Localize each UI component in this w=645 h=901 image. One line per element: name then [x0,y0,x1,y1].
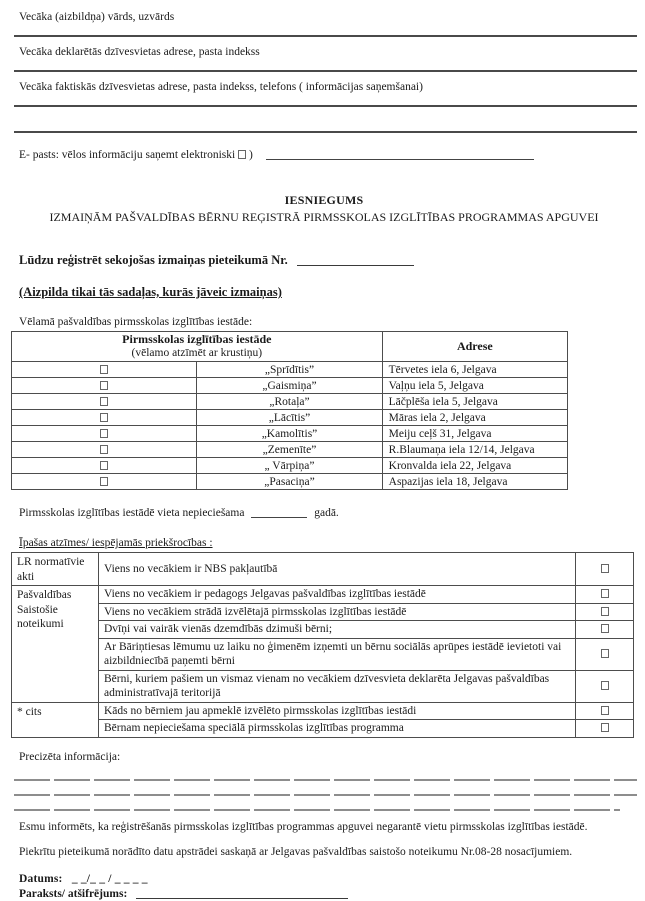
institutions-intro: Vēlamā pašvaldības pirmsskolas izglītības iestāde: [19,316,253,328]
checkbox-icon[interactable] [601,589,609,598]
date-label: Datums: [19,872,63,885]
institution-checkbox-cell [12,458,197,474]
checkbox-icon[interactable] [601,723,609,732]
institution-address: Aspazijas iela 18, Jelgava [382,474,567,490]
priority-text: Dvīņi vai vairāk vienās dzemdībās dzimuši bērni; [99,621,576,639]
institutions-col1-header [12,332,383,362]
institution-row [12,474,568,490]
checkbox-icon[interactable] [100,365,108,374]
clarified-info-blank-2[interactable] [14,794,637,796]
institution-row [12,426,568,442]
date-blank[interactable]: _ _/_ _ / _ _ _ _ [71,872,148,885]
institution-row [12,394,568,410]
institution-address: Māras iela 2, Jelgava [382,410,567,426]
no-guarantee-statement: Esmu informēts, ka reģistrēšanās pirmsskolas izglītības programmas apguvei negarantē vietu pirmsskolas izglītības iestādē. [19,820,588,833]
institution-checkbox-cell [12,378,197,394]
checkbox-icon[interactable] [100,477,108,486]
checkbox-icon[interactable] [100,445,108,454]
document-subtitle: IZMAIŅĀM PAŠVALDĪBAS BĒRNU REĢISTRĀ PIRMSSKOLAS IZGLĪTĪBAS PROGRAMMAS APGUVEI [49,210,599,224]
checkbox-icon[interactable] [100,461,108,470]
checkbox-icon[interactable] [100,381,108,390]
institution-address: Kronvalda iela 22, Jelgava [382,458,567,474]
institution-address: R.Blaumaņa iela 12/14, Jelgava [382,442,567,458]
institution-row [12,442,568,458]
checkbox-icon[interactable] [100,397,108,406]
priority-row [12,553,634,586]
signature-line [19,887,637,901]
institutions-table [11,331,568,490]
institution-row [12,458,568,474]
priority-checkbox-cell [576,553,634,586]
priority-group-label: * cits [12,702,99,737]
checkbox-icon[interactable] [601,649,609,658]
priority-row [12,603,634,621]
priority-text: Ar Bāriņtiesas lēmumu uz laiku no ģimenēm izņemti un bērnu sociālās aprūpes iestādē ievietoti vai aizbildniecībā paņemti bērni [99,638,576,670]
priority-text: Bērni, kuriem pašiem un vismaz vienam no vecākiem dzīvesvieta deklarēta Jelgavas pašvaldības administratīvajā teritorijā [99,670,576,702]
checkbox-icon[interactable] [100,413,108,422]
priority-row [12,670,634,702]
year-prefix: Pirmsskolas izglītības iestādē vieta nepieciešama [19,507,245,519]
email-label: E- pasts: vēlos informāciju saņemt elektroniski [19,149,236,161]
parent-name-label: Vecāka (aizbildņa) vārds, uzvārds [19,11,175,23]
institution-row [12,410,568,426]
institutions-col1-subtitle: (vēlamo atzīmēt ar krustiņu) [131,346,263,359]
institution-name: „Rotaļa” [197,394,382,410]
data-consent-statement: Piekrītu pieteikumā norādīto datu apstrādei saskaņā ar Jelgavas pašvaldības saistošo noteikumu Nr.08-28 nosacījumiem. [19,845,573,858]
institution-checkbox-cell [12,474,197,490]
institution-name: „Zemenīte” [197,442,382,458]
date-line [19,872,637,886]
priority-checkbox-cell [576,586,634,604]
clarified-info-label: Precizēta informācija: [19,750,121,763]
priority-checkbox-cell [576,603,634,621]
institution-name: „Sprīdītis” [197,362,382,378]
actual-address-blank-2[interactable] [14,131,637,133]
institution-address: Vaļņu iela 5, Jelgava [382,378,567,394]
institution-name: „Kamolītis” [197,426,382,442]
application-number-blank[interactable] [297,255,414,266]
institution-row [12,378,568,394]
checkbox-icon[interactable] [601,564,609,573]
year-line [19,506,637,520]
declared-address-label: Vecāka deklarētās dzīvesvietas adrese, pasta indekss [19,46,260,58]
priority-row [12,720,634,738]
priority-text: Bērnam nepieciešama speciālā pirmsskolas izglītības programma [99,720,576,738]
checkbox-icon[interactable] [100,429,108,438]
checkbox-icon[interactable] [601,706,609,715]
title-block [11,193,637,225]
parent-name-blank[interactable] [14,35,637,37]
checkbox-icon[interactable] [601,607,609,616]
priority-group-label: LR normatīvie akti [12,553,99,586]
clarified-info-blank-3[interactable] [14,809,620,811]
priority-text: Viens no vecākiem ir pedagogs Jelgavas pašvaldības izglītības iestādē [99,586,576,604]
priority-row [12,586,634,604]
institution-name: „ Vārpiņa” [197,458,382,474]
institution-checkbox-cell [12,394,197,410]
priority-checkbox-cell [576,638,634,670]
request-label: Lūdzu reģistrēt sekojošas izmaiņas pieteikumā Nr. [19,253,288,267]
institution-row [12,362,568,378]
priorities-table [11,552,634,738]
priority-text: Viens no vecākiem strādā izvēlētajā pirmsskolas izglītības iestādē [99,603,576,621]
priority-row [12,638,634,670]
email-line [19,148,637,162]
institution-address: Lāčplēša iela 5, Jelgava [382,394,567,410]
priority-checkbox-cell [576,702,634,720]
actual-address-blank[interactable] [14,105,637,107]
priority-group-label: Pašvaldības Saistošie noteikumi [12,586,99,703]
email-paren: ) [248,149,253,161]
institutions-col2-header: Adrese [382,332,567,362]
email-checkbox[interactable] [238,150,246,159]
signature-blank[interactable] [136,888,348,899]
institution-checkbox-cell [12,410,197,426]
institutions-col1-title: Pirmsskolas izglītības iestāde [122,332,272,346]
institution-address: Meiju ceļš 31, Jelgava [382,426,567,442]
checkbox-icon[interactable] [601,681,609,690]
clarified-info-blank-1[interactable] [14,779,637,781]
actual-address-label: Vecāka faktiskās dzīvesvietas adrese, pasta indekss, telefons ( informācijas saņemšanai) [19,81,423,93]
priority-text: Viens no vecākiem ir NBS pakļautībā [99,553,576,586]
request-line [19,253,637,268]
institution-checkbox-cell [12,426,197,442]
year-suffix: gadā. [314,507,339,519]
priority-row [12,702,634,720]
institution-name: „Lācītis” [197,410,382,426]
institutions-header-row [12,332,568,362]
fill-note: (Aizpilda tikai tās sadaļas, kurās jāveic izmaiņas) [19,285,282,299]
priority-text: Kāds no bērniem jau apmeklē izvēlēto pirmsskolas izglītības iestādi [99,702,576,720]
institution-address: Tērvetes iela 6, Jelgava [382,362,567,378]
priority-checkbox-cell [576,621,634,639]
signature-label: Paraksts/ atšifrējums: [19,887,128,900]
priorities-heading: Īpašas atzīmes/ iespējamās priekšrocības : [19,537,213,549]
institution-name: „Pasaciņa” [197,474,382,490]
email-blank[interactable] [266,149,534,160]
institution-name: „Gaismiņa” [197,378,382,394]
priority-checkbox-cell [576,720,634,738]
document-title: IESNIEGUMS [284,193,364,207]
year-blank[interactable] [251,507,307,518]
institution-checkbox-cell [12,362,197,378]
declared-address-blank[interactable] [14,70,637,72]
checkbox-icon[interactable] [601,624,609,633]
priority-row [12,621,634,639]
institution-checkbox-cell [12,442,197,458]
priority-checkbox-cell [576,670,634,702]
